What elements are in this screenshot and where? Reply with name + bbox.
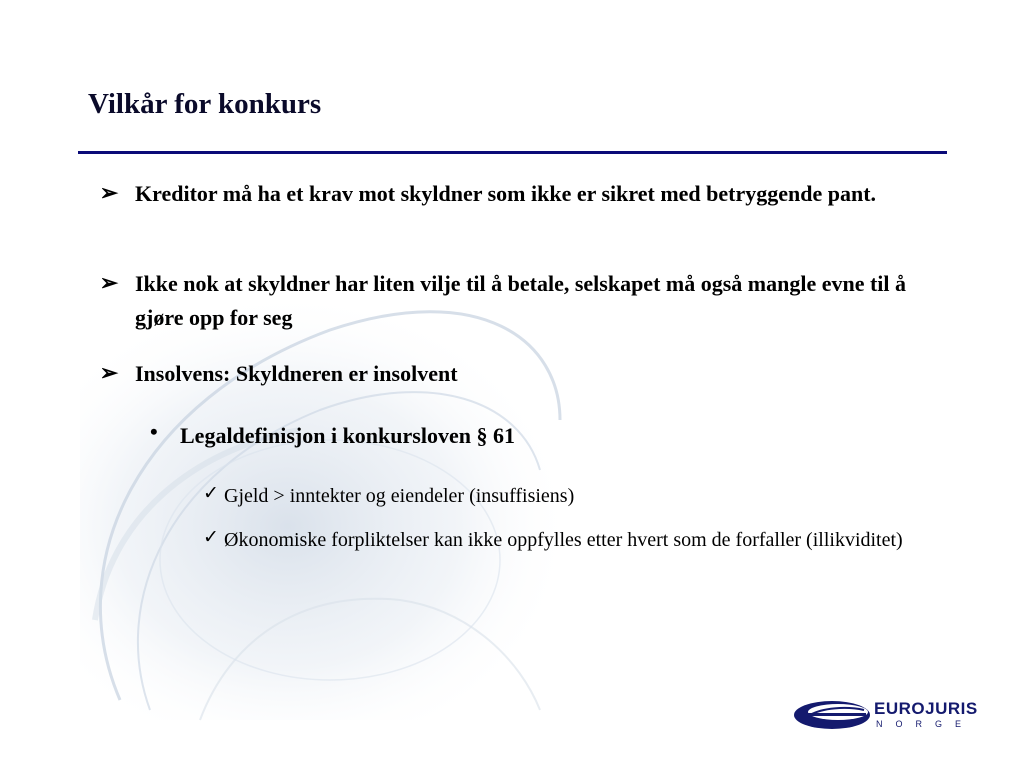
bullet-insolvency: Insolvens: Skyldneren er insolvent	[135, 361, 458, 386]
bullet-creditor-claim: Kreditor må ha et krav mot skyldner som ikke er sikret med betryggende pant.	[135, 181, 877, 206]
title-divider	[78, 151, 947, 154]
check-item-insufficiency: Gjeld > inntekter og eiendeler (insuffisiens)	[224, 485, 575, 507]
checkmark-icon: ✓	[203, 483, 219, 504]
slide-title: Vilkår for konkurs	[88, 88, 322, 120]
logo-subtext: NORGE	[876, 719, 975, 729]
arrow-bullet-icon: ➢	[99, 270, 119, 295]
bullet-inability-to-pay: Ikke nok at skyldner har liten vilje til å betale, selskapet må også mangle evne til å gjøre opp for seg	[135, 271, 907, 330]
eurojuris-logo	[792, 698, 978, 736]
logo-wordmark: EUROJURIS	[874, 699, 978, 718]
eurojuris-emblem-icon	[792, 698, 876, 732]
round-bullet-icon: •	[150, 419, 158, 444]
sub-bullet-legal-definition: Legaldefinisjon i konkursloven § 61	[180, 423, 515, 448]
check-item-illiquidity: Økonomiske forpliktelser kan ikke oppfylles etter hvert som de forfaller (illikviditet)	[224, 529, 903, 551]
checkmark-icon: ✓	[203, 527, 219, 548]
arrow-bullet-icon: ➢	[99, 360, 119, 385]
arrow-bullet-icon: ➢	[99, 180, 119, 205]
